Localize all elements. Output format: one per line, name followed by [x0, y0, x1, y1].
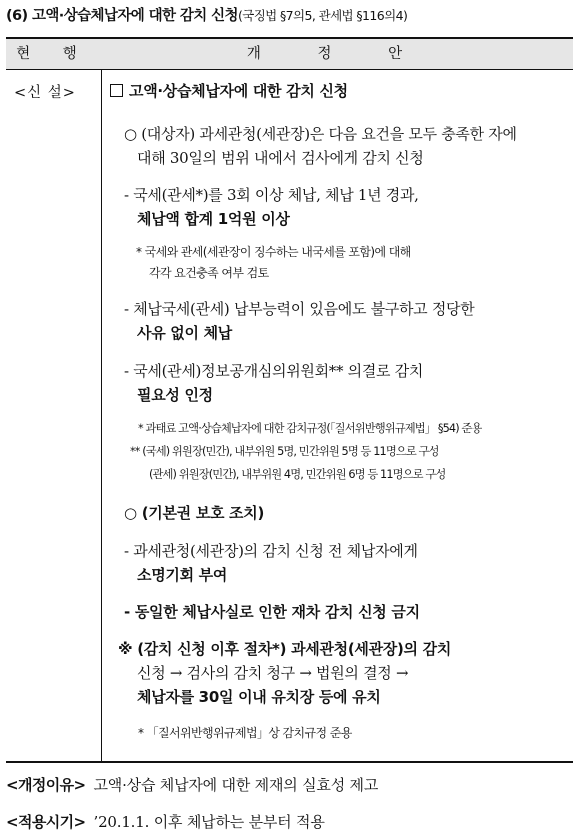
proposal-title — [110, 80, 348, 101]
req2-line-1: - 체납국세(관세) 납부능력이 있음에도 불구하고 정당한 — [124, 300, 475, 318]
current-column-label: <신 설> — [14, 85, 76, 101]
header-revised: 개 정 안 — [246, 46, 429, 62]
applied-row — [6, 811, 325, 832]
protection-heading: ○ (기본권 보호 조치) — [124, 504, 264, 522]
req3-line-1: - 국세(관세)정보공개심의위원회** 의결로 감치 — [124, 362, 424, 380]
checkbox-square-icon — [110, 84, 123, 97]
column-divider — [101, 39, 102, 761]
protection-1-line-1: - 과세관청(세관장)의 감치 신청 전 체납자에게 — [124, 542, 418, 560]
reason-text: 고액·상습 체납자에 대한 제재의 실효성 제고 — [93, 776, 379, 794]
reason-label: <개정이유> — [6, 776, 86, 794]
procedure-note: * 「질서위반행위규제법」상 감치규정 준용 — [138, 726, 352, 740]
proposal-title-text: 고액·상습체납자에 대한 감치 신청 — [129, 82, 348, 100]
applied-text: ’20.1.1. 이후 체납하는 분부터 적용 — [93, 813, 325, 831]
procedure-line-1: ※ (감치 신청 이후 절차*) 과세관청(세관장)의 감치 — [118, 640, 452, 658]
req1-line-2: 체납액 합계 1억원 이상 — [137, 210, 290, 228]
header-current: 현 행 — [16, 46, 91, 62]
applied-label: <적용시기> — [6, 813, 86, 831]
req3-note-1: * 과태료 고액·상습체납자에 대한 감치규정(「질서위반행위규제법」 §54) 준용 — [138, 422, 482, 435]
protection-1-line-2: 소명기회 부여 — [137, 566, 228, 584]
section-heading — [6, 4, 578, 25]
procedure-line-3: 체납자를 30일 이내 유치장 등에 유치 — [137, 688, 381, 706]
section-title: (6) 고액·상습체납자에 대한 감치 신청 — [6, 8, 238, 24]
req1-line-1: - 국세(관세*)를 3회 이상 체납, 체납 1년 경과, — [124, 186, 419, 204]
target-line-1: ○ (대상자) 과세관청(세관장)은 다음 요건을 모두 충족한 자에 — [124, 125, 517, 143]
req3-note-2: ** (국세) 위원장(민간), 내부위원 5명, 민간위원 5명 등 11명으로 구성 — [130, 445, 439, 458]
req2-line-2: 사유 없이 체납 — [137, 324, 232, 342]
req3-note-3: (관세) 위원장(민간), 내부위원 4명, 민간위원 6명 등 11명으로 구성 — [149, 468, 446, 481]
law-reference: (국징법 §7의5, 관세법 §116의4) — [237, 8, 408, 23]
req1-note-1: * 국세와 관세(세관장이 징수하는 내국세를 포함)에 대해 — [136, 245, 411, 259]
comparison-table — [6, 37, 573, 763]
req3-line-2: 필요성 인정 — [137, 386, 213, 404]
table-header-row — [6, 39, 573, 70]
req1-note-2: 각각 요건충족 여부 검토 — [149, 266, 269, 280]
protection-2: - 동일한 체납사실로 인한 재차 감치 신청 금지 — [124, 603, 420, 621]
target-line-2: 대해 30일의 범위 내에서 검사에게 감치 신청 — [137, 149, 424, 167]
reason-row — [6, 774, 378, 795]
procedure-line-2: 신청 → 검사의 감치 청구 → 법원의 결정 → — [137, 664, 409, 682]
